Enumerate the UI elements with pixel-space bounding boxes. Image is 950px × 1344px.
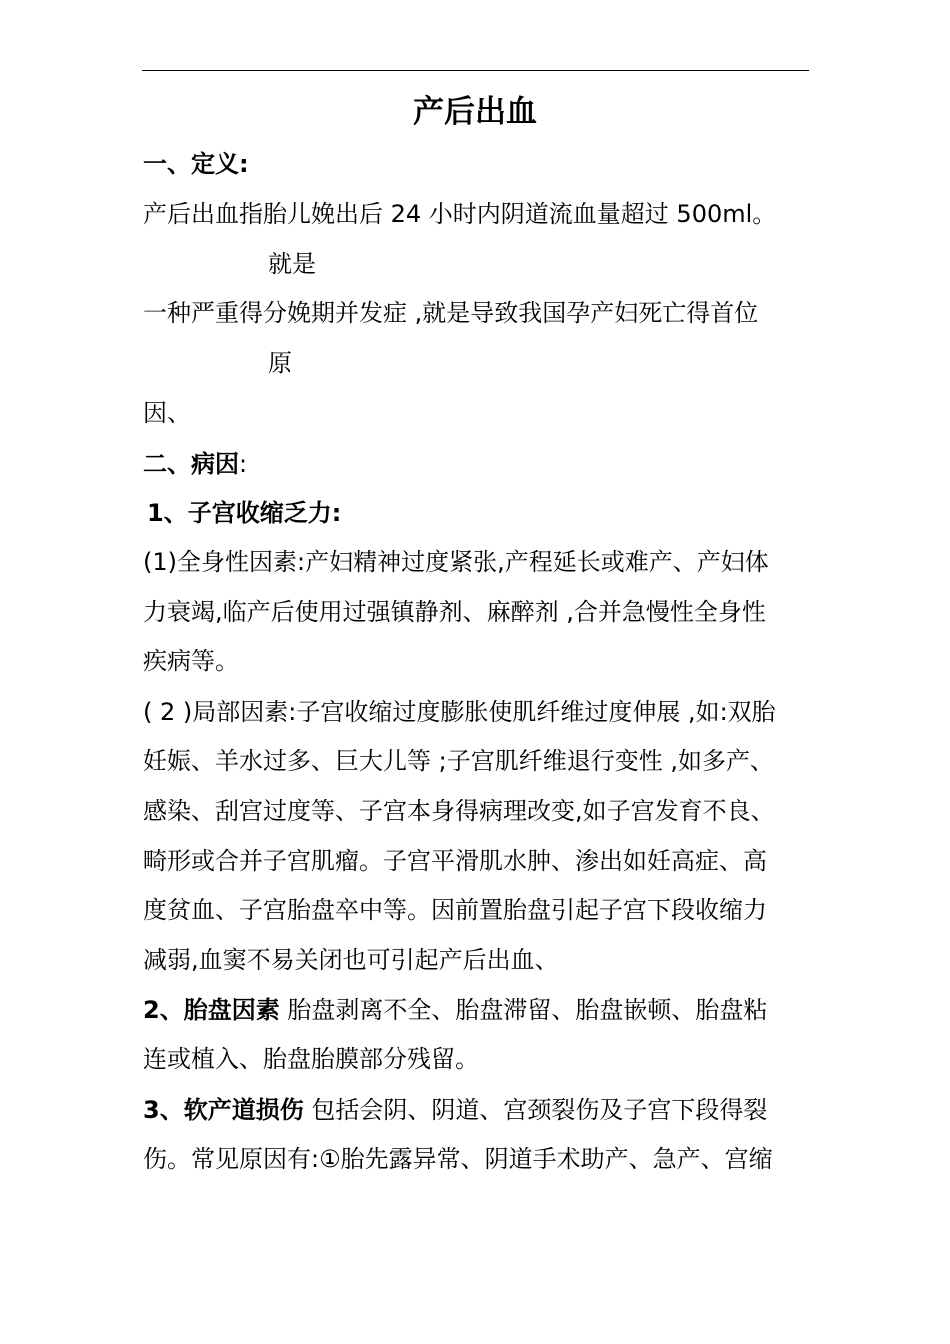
atony-line: 力衰竭,临产后使用过强镇静剂、麻醉剂 ,合并急慢性全身性: [143, 598, 766, 626]
birth-canal-injury-text: 包括会阴、阴道、宫颈裂伤及子宫下段得裂: [303, 1096, 768, 1124]
atony-line: 感染、刮宫过度等、子宫本身得病理改变,如子宫发育不良、: [143, 797, 775, 825]
definition-line: 一种严重得分娩期并发症 ,就是导致我国孕产妇死亡得首位: [143, 299, 759, 327]
page-title: 产后出血: [413, 94, 537, 130]
definition-line: 产后出血指胎儿娩出后 24 小时内阴道流血量超过 500ml。: [143, 200, 777, 228]
atony-line: (1)全身性因素:产妇精神过度紧张,产程延长或难产、产妇体: [143, 548, 769, 576]
subheading-uterine-atony: 1、子宫收缩乏力:: [147, 499, 342, 527]
subheading-placental-factors: 2、胎盘因素: [143, 996, 280, 1024]
definition-line: 原: [268, 349, 292, 377]
atony-line: 畸形或合并子宫肌瘤。子宫平滑肌水肿、渗出如妊高症、高: [143, 847, 767, 875]
causes-heading-text: 二、病因: [143, 450, 239, 478]
causes-heading-colon: :: [239, 450, 248, 478]
atony-line: 度贫血、子宫胎盘卒中等。因前置胎盘引起子宫下段收缩力: [143, 896, 767, 924]
atony-line: 疾病等。: [143, 647, 239, 675]
placental-factors-text: 胎盘剥离不全、胎盘滞留、胎盘嵌顿、胎盘粘: [279, 996, 768, 1024]
subheading-birth-canal-injury: 3、软产道损伤: [143, 1096, 304, 1124]
section-heading-causes: [143, 449, 247, 479]
definition-line: 因、: [143, 399, 191, 427]
definition-line: 就是: [268, 250, 316, 278]
section-heading-definition: 一、定义:: [143, 150, 249, 178]
birth-canal-injury-line: 伤。常见原因有:①胎先露异常、阴道手术助产、急产、宫缩: [143, 1145, 773, 1173]
placental-factors-line: 连或植入、胎盘胎膜部分残留。: [143, 1045, 479, 1073]
placental-factors-line: [143, 995, 767, 1025]
birth-canal-injury-line: [143, 1095, 767, 1125]
atony-line: 减弱,血窦不易关闭也可引起产后出血、: [143, 946, 559, 974]
atony-line: ( 2 )局部因素:子宫收缩过度膨胀使肌纤维过度伸展 ,如:双胎: [143, 698, 776, 726]
atony-line: 妊娠、羊水过多、巨大儿等 ;子宫肌纤维退行变性 ,如多产、: [143, 747, 774, 775]
header-rule: [142, 70, 809, 71]
